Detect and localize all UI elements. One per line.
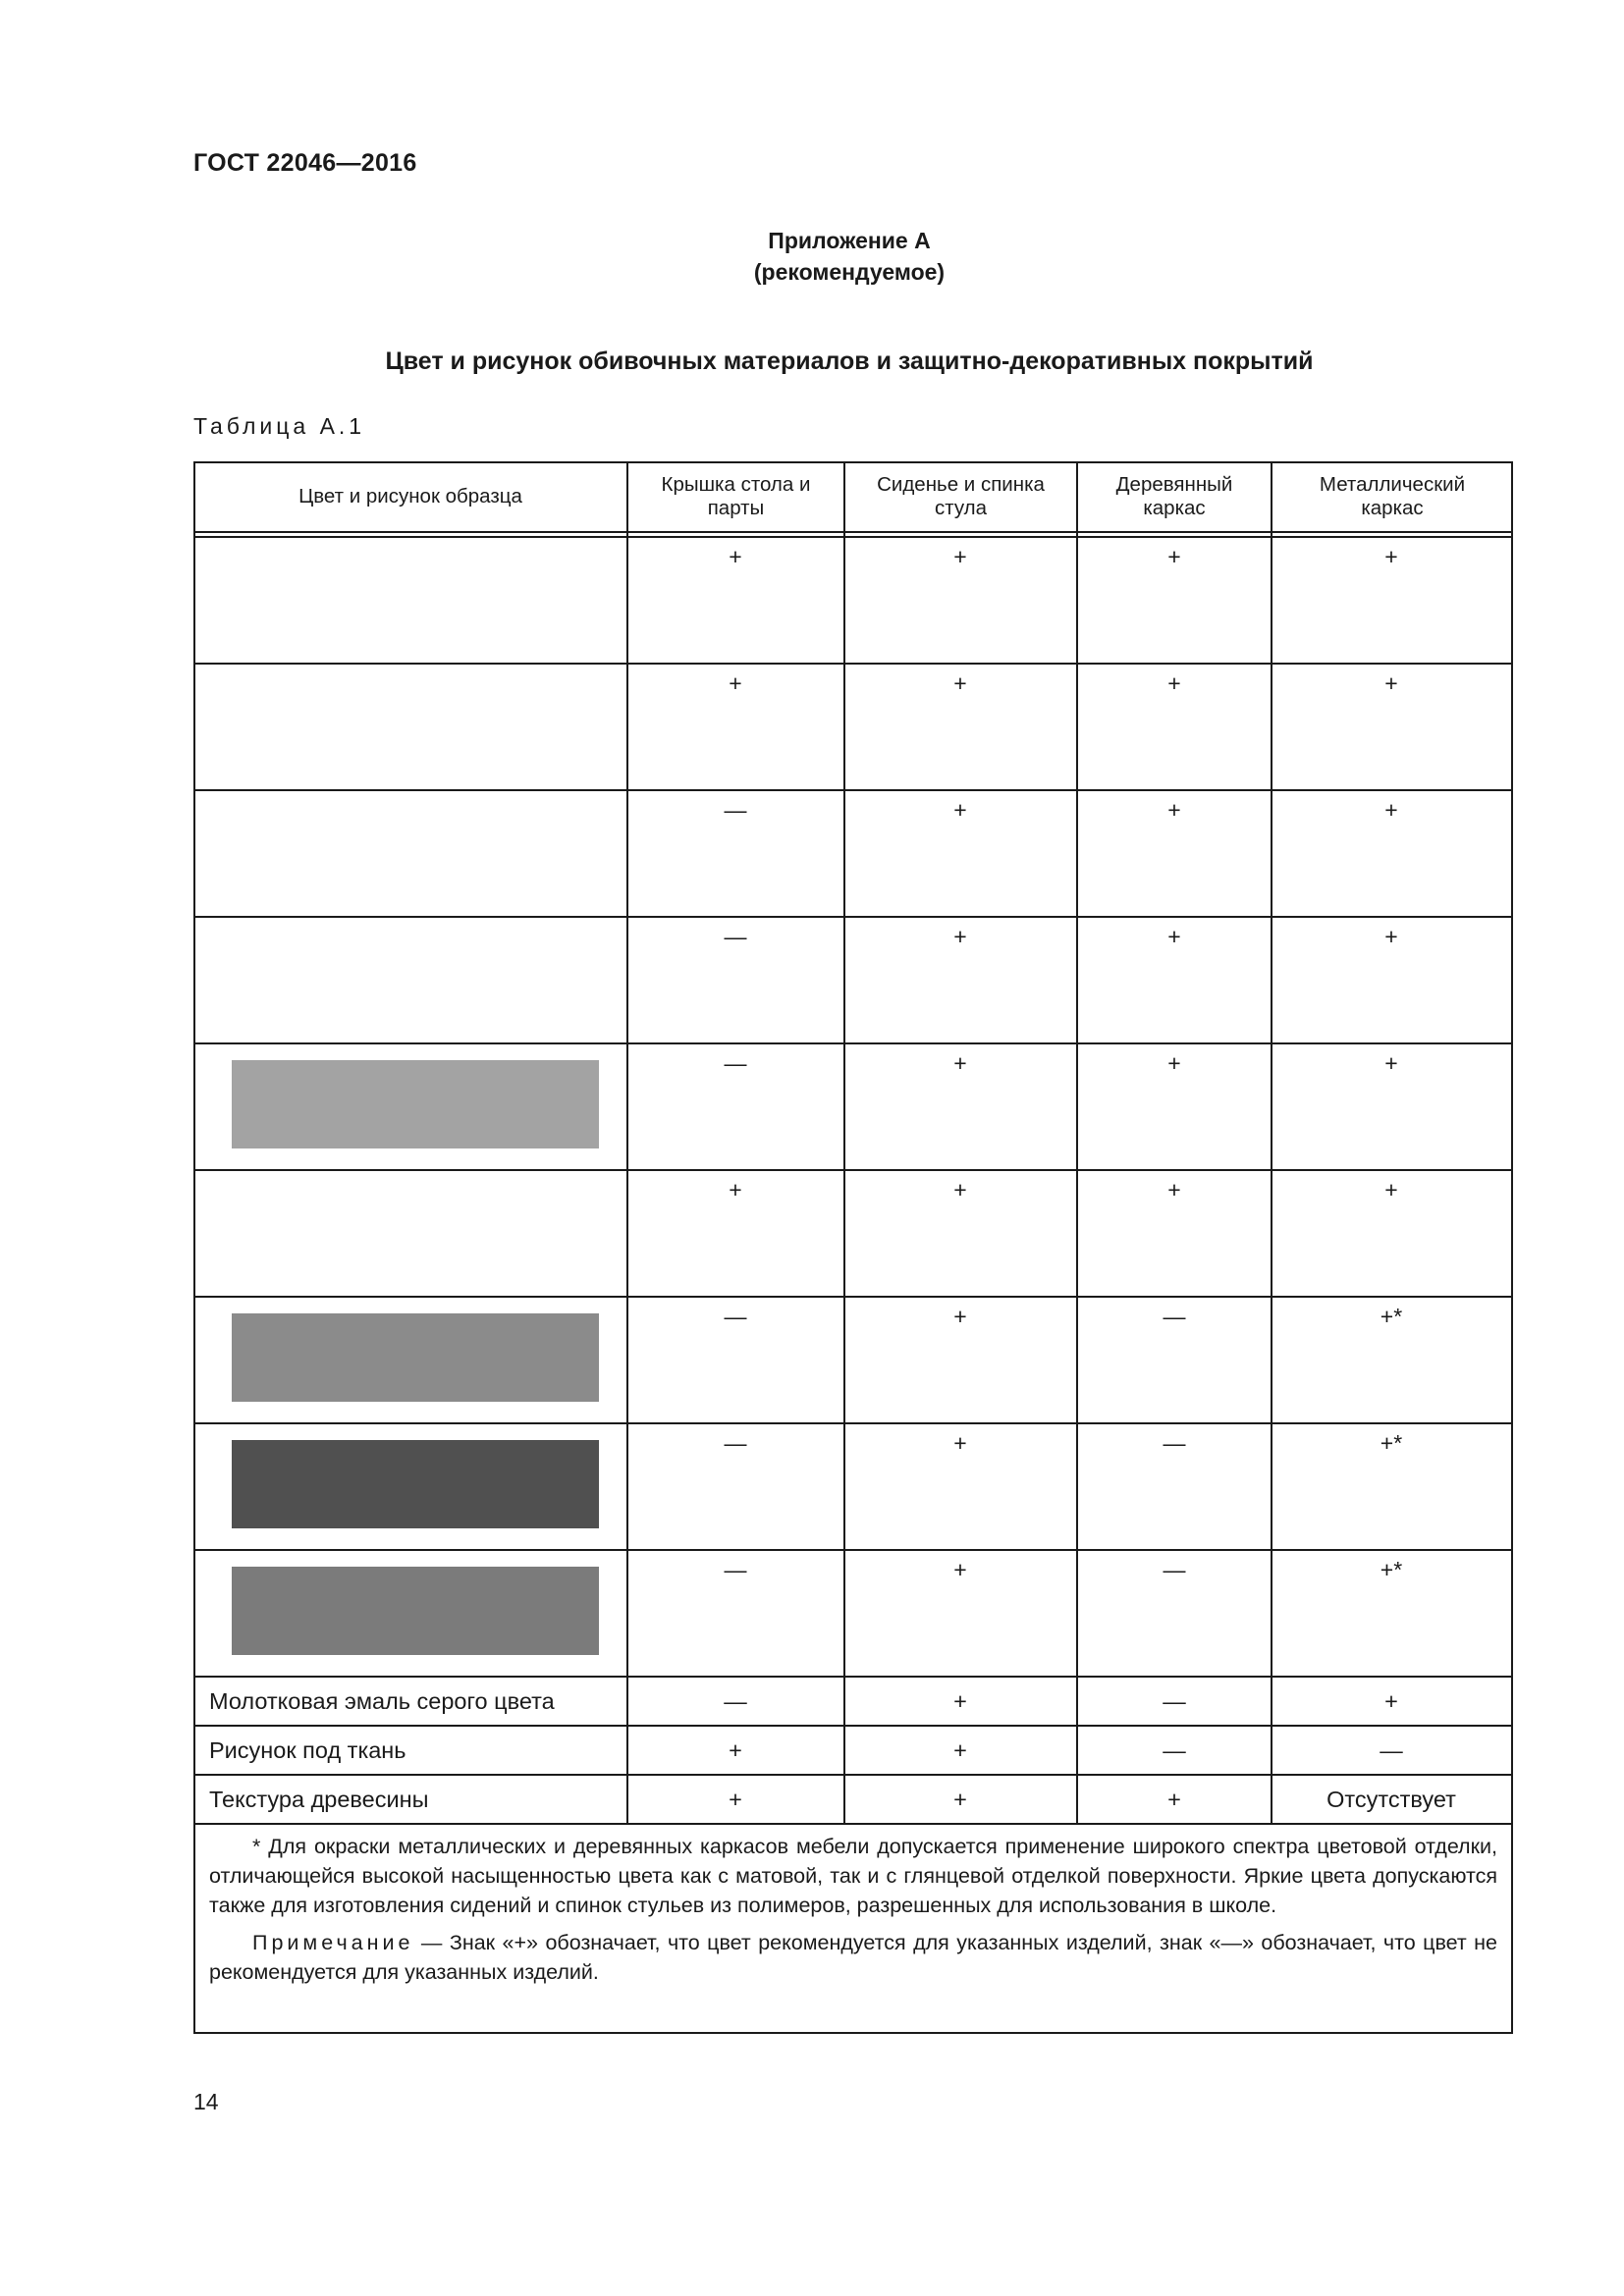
column-divider <box>843 461 845 1825</box>
table-border-left <box>193 461 195 2034</box>
recommendation-mark: — <box>1163 1687 1186 1714</box>
row-divider <box>193 1296 1513 1298</box>
recommendation-mark: — <box>1163 1557 1186 1582</box>
color-swatch <box>232 554 599 642</box>
column-header-table-top: Крышка стола и парты <box>661 473 811 519</box>
recommendation-mark: — <box>724 1430 747 1456</box>
row-label: Молотковая эмаль серого цвета <box>209 1687 555 1714</box>
recommendation-mark: + <box>729 1736 742 1763</box>
document-title: Цвет и рисунок обивочных материалов и защитно-декоративных покрытий <box>385 347 1314 375</box>
recommendation-mark: + <box>953 1557 967 1582</box>
recommendation-mark: — <box>724 1304 747 1329</box>
column-divider <box>1076 461 1078 1825</box>
recommendation-mark: + <box>953 1786 967 1812</box>
recommendation-mark: + <box>1384 797 1398 823</box>
recommendation-mark: + <box>953 1177 967 1202</box>
row-divider <box>193 1422 1513 1424</box>
recommendation-mark: + <box>1167 544 1181 569</box>
recommendation-mark: + <box>953 1050 967 1076</box>
recommendation-mark: — <box>1163 1736 1186 1763</box>
recommendation-mark: + <box>953 924 967 949</box>
recommendation-mark: +* <box>1380 1304 1403 1329</box>
recommendation-mark: + <box>953 1736 967 1763</box>
appendix-heading <box>0 225 1624 288</box>
table-border-top <box>193 461 1513 463</box>
color-swatch <box>232 934 599 1022</box>
recommendation-mark: — <box>724 1687 747 1714</box>
standard-code: ГОСТ 22046—2016 <box>193 149 417 177</box>
recommendation-mark: + <box>1384 670 1398 696</box>
page-number: 14 <box>193 2089 219 2114</box>
recommendation-mark: + <box>1384 924 1398 949</box>
color-swatch <box>232 1567 599 1655</box>
recommendation-mark: + <box>953 1304 967 1329</box>
column-header-wood-frame: Деревянный каркас <box>1115 473 1233 519</box>
column-divider <box>1271 461 1272 1825</box>
recommendation-mark: + <box>1167 797 1181 823</box>
recommendation-mark: + <box>1384 1050 1398 1076</box>
recommendation-mark: — <box>724 1050 747 1076</box>
table-caption: Таблица А.1 <box>193 413 366 439</box>
row-divider <box>193 663 1513 665</box>
recommendation-mark: + <box>953 544 967 569</box>
row-label: Текстура древесины <box>209 1786 429 1812</box>
color-swatch <box>232 1187 599 1275</box>
table-border-bottom <box>193 2032 1513 2034</box>
recommendation-mark: + <box>1167 1177 1181 1202</box>
header-divider <box>193 531 1513 533</box>
recommendation-mark: + <box>1167 1050 1181 1076</box>
recommendation-mark: + <box>1167 1786 1181 1812</box>
column-header-metal-frame: Металлический каркас <box>1319 473 1466 519</box>
row-divider <box>193 789 1513 791</box>
recommendation-mark: + <box>1167 670 1181 696</box>
recommendation-mark: +* <box>1380 1430 1403 1456</box>
note-text: — Знак «+» обозначает, что цвет рекомендуется для указанных изделий, знак «—» обозначает, что цвет не рекомендуется для указанных изделий. <box>209 1931 1497 1984</box>
recommendation-mark: — <box>724 1557 747 1582</box>
recommendation-mark: + <box>953 1687 967 1714</box>
header-divider-double <box>193 536 1513 538</box>
recommendation-mark: — <box>1163 1304 1186 1329</box>
column-divider <box>626 461 628 1825</box>
recommendation-mark: + <box>729 544 742 569</box>
recommendation-mark: — <box>1380 1736 1403 1763</box>
row-divider <box>193 1169 1513 1171</box>
recommendation-mark: + <box>953 797 967 823</box>
color-swatch <box>232 680 599 769</box>
recommendation-mark: + <box>953 1430 967 1456</box>
color-swatch <box>232 1313 599 1402</box>
recommendation-mark: + <box>953 670 967 696</box>
recommendation-mark: — <box>724 797 747 823</box>
recommendation-mark: Отсутствует <box>1326 1786 1456 1812</box>
footnote-text: * Для окраски металлических и деревянных каркасов мебели допускается применение широкого спектра цветовой отделки, отличающейся высокой насыщенностью цвета как с матовой, так и с глянцевой отделкой поверхности. Яркие цвета допускаются также для изготовления сидений и спинок стульев из полимеров, разрешенных для использования в школе. <box>209 1835 1497 1917</box>
color-swatch <box>232 1060 599 1148</box>
note-paragraph <box>209 1928 1497 1987</box>
table-footnote <box>209 1832 1497 1987</box>
recommendation-mark: — <box>724 924 747 949</box>
note-label: Примечание <box>252 1931 414 1954</box>
recommendation-mark: +* <box>1380 1557 1403 1582</box>
appendix-status: (рекомендуемое) <box>753 259 946 285</box>
color-table <box>193 461 1513 2034</box>
recommendation-mark: + <box>1384 544 1398 569</box>
color-swatch <box>232 1440 599 1528</box>
recommendation-mark: + <box>729 1786 742 1812</box>
table-border-right <box>1511 461 1513 2034</box>
color-swatch <box>232 807 599 895</box>
appendix-title: Приложение А <box>768 228 931 253</box>
row-label: Рисунок под ткань <box>209 1736 406 1763</box>
column-header-seat: Сиденье и спинка стула <box>877 473 1045 519</box>
row-divider <box>193 916 1513 918</box>
recommendation-mark: + <box>1167 924 1181 949</box>
recommendation-mark: + <box>1384 1177 1398 1202</box>
recommendation-mark: + <box>729 670 742 696</box>
column-header-sample: Цвет и рисунок образца <box>298 485 522 507</box>
row-divider <box>193 1042 1513 1044</box>
footnote-divider <box>193 1823 1513 1825</box>
recommendation-mark: + <box>1384 1687 1398 1714</box>
recommendation-mark: — <box>1163 1430 1186 1456</box>
row-divider <box>193 1549 1513 1551</box>
recommendation-mark: + <box>729 1177 742 1202</box>
